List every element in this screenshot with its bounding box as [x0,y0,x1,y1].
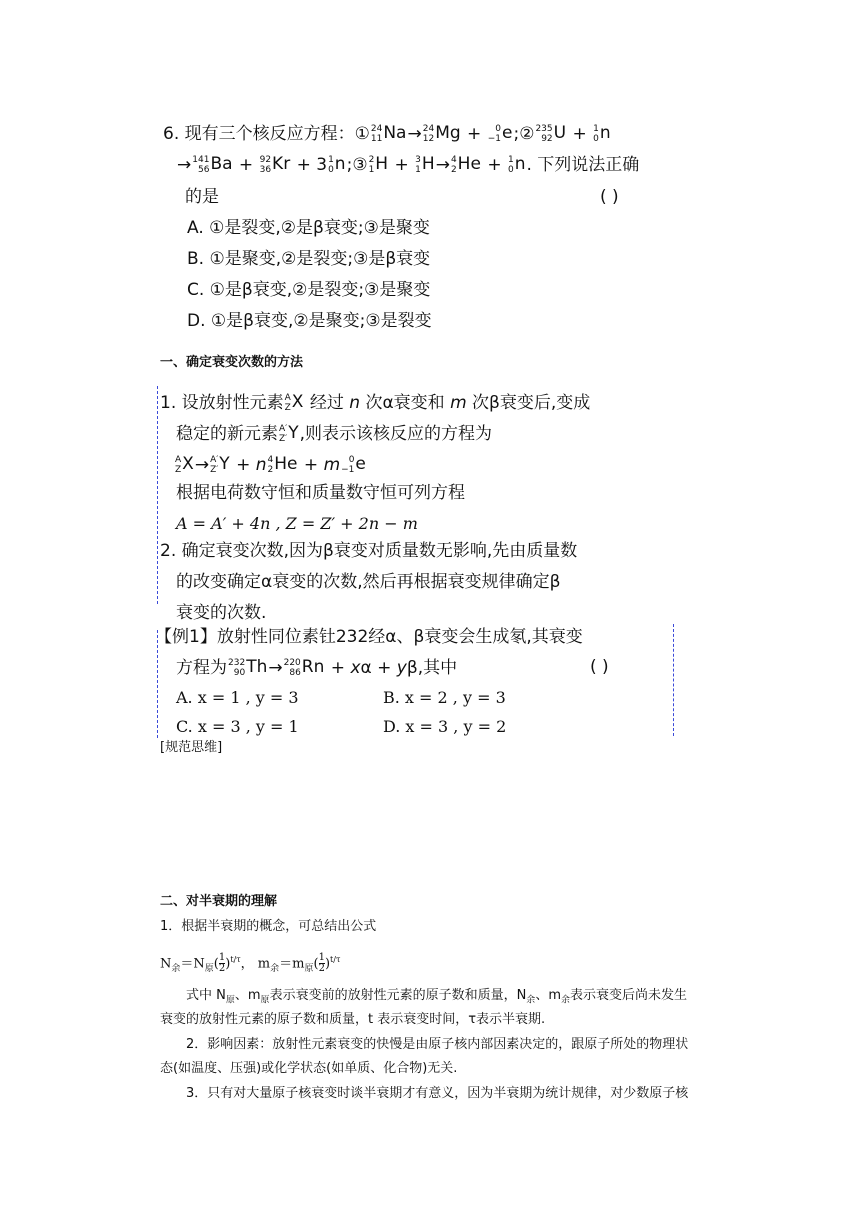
sub-rem-m: 余 [560,995,570,1006]
norm-thinking-label: [规范思维] [160,740,223,755]
example-1-line2: 方程为 232 90 Th→ 220 86 Rn + xα + yβ,其中 [176,652,457,684]
section-2-heading: 二、对半衰期的理解 [160,894,278,909]
sec1-p1-line1: 1. 设放射性元素 A Z X 经过 n 次α衰变和 m 次β衰变后,变成 [160,387,590,419]
sec2-p3-line2: 态(如温度、压强)或化学状态(如单质、化合物)无关. [160,1061,458,1076]
q6-line3: 的是 [185,187,219,207]
example-1-line1 [155,622,583,653]
sec2-p2-line2: 衰变的放射性元素的原子数和质量，t 表示衰变时间，τ表示半衰期. [160,1012,546,1027]
sec1-equation-1: A Z X→ A′ Z′ Y + n 4 2 He + m 0 −1 e [175,454,366,475]
sub-remaining-2: 余 [270,963,280,974]
example-1-option-a: A. x = 1 , y = 3 [176,688,299,707]
frac-denominator: 2 [218,963,226,975]
example-1-text-b: ,其中 [417,657,458,678]
sec1-p1-text-a: 1. 设放射性元素 [160,392,284,413]
q6-answer-paren: ( ) [600,187,619,207]
q6-line1: 6. 现有三个核反应方程：① 24 11 Na→ 24 12 Mg + 0 −1 e;② 235 92 U + 1 0 n [163,118,612,150]
sec2-p1: 1．根据半衰期的概念，可总结出公式 [160,919,377,934]
frac-numerator-2: 1 [318,952,325,964]
example-1-option-d: D. x = 3 , y = 2 [383,717,507,736]
nuclide-he4: 4 2 He [450,154,481,175]
sec1-equation-2: A = A′ + 4n , Z = Z′ + 2n − m [176,514,418,533]
nuclide-mg24: 24 12 Mg [422,123,461,144]
half-life-formula: $N_余=N_原$( $\frac{1}{2}$ )$^{t/\tau}$， $m_余=m_原$( $\frac{1}{2}$ )$^{t/\tau}$ [160,952,341,975]
fraction-half-2 [319,953,325,974]
sec2-p2-a: 式中 N [186,988,226,1003]
example-1-text-a: 方程为 [176,657,227,678]
sub-orig-n: 原 [225,995,235,1006]
nuclide-x: A Z X [284,392,304,413]
nuclide-electron: 0 −1 e [487,123,513,144]
left-dashed-border [157,386,158,604]
sec1-p1-text-d: 次β衰变后,变成 [472,392,591,413]
q6-option-b: B. ①是聚变,②是裂变;③是β衰变 [187,249,431,269]
example-1-option-b: B. x = 2 , y = 3 [383,688,506,707]
sec2-p2-c: 表示衰变前的放射性元素的原子数和质量，N [269,988,527,1003]
example-1-label: 【例1】 [155,627,217,647]
q6-option-d: D. ①是β衰变,②是聚变;③是裂变 [187,311,432,331]
q6-number: 6. [163,123,180,144]
sec1-p1-text-e: 稳定的新元素 [176,423,278,444]
q6-line2-end: . 下列说法正确 [526,154,640,175]
fraction-half [219,953,225,974]
exponent-2: t/τ [330,955,341,964]
nuclide-h2: 2 1 H [368,154,389,175]
q6-option-c: C. ①是β衰变,②是裂变;③是聚变 [187,280,431,300]
sec1-p1-text-c: 次α衰变和 [365,392,445,413]
sec1-p2-line3: 衰变的次数. [176,603,267,623]
exponent: t/τ [230,955,241,964]
right-dashed-border [673,624,674,736]
sub-original-2: 原 [304,963,314,974]
nuclide-h3: 3 1 H [415,154,435,175]
sec1-p1-line2 [176,418,492,450]
sec2-p2-e: 表示衰变后尚未发生 [570,988,688,1003]
q6-intro: 现有三个核反应方程： [184,123,355,144]
nuclide-neutron-2: 1 0 n [328,154,346,175]
q6-circle-1: ① [354,123,370,144]
nuclide-y: A′ Z′ Y [279,423,299,444]
nuclide-rn220: 220 86 Rn [283,657,325,678]
frac-denominator-2: 2 [318,963,325,975]
nuclide-na24: 24 11 Na [370,123,407,144]
nuclide-ba141: 141 56 Ba [192,154,233,175]
sec1-p1-text-f: ,则表示该核反应的方程为 [299,423,493,444]
example-1-paren: ( ) [590,657,609,677]
nuclide-kr92: 92 36 Kr [259,154,291,175]
sec2-p3-line1: 2．影响因素：放射性元素衰变的快慢是由原子核内部因素决定的，跟原子所处的物理状 [186,1037,689,1052]
sec2-p2-b: 、m [234,988,261,1003]
q6-circle-2: ② [519,123,535,144]
q6-option-a: A. ①是裂变,②是β衰变;③是聚变 [187,218,430,238]
sec1-p2-line2: 的改变确定α衰变的次数,然后再根据衰变规律确定β [176,572,561,592]
sub-remaining: 余 [171,963,181,974]
example-1-option-c: C. x = 3 , y = 1 [176,717,299,736]
nuclide-th232: 232 90 Th [228,657,268,678]
sec1-p1-text-b: 经过 [309,392,344,413]
sec1-p2-line1: 2. 确定衰变次数,因为β衰变对质量数无影响,先由质量数 [160,541,578,561]
nuclide-neutron-3: 1 0 n [507,154,526,175]
nuclide-neutron: 1 0 n [593,123,611,144]
sec1-p1-line3: 根据电荷数守恒和质量数守恒可列方程 [176,483,465,503]
sub-original: 原 [204,963,214,974]
sec2-p4: 3．只有对大量原子核衰变时谈半衰期才有意义，因为半衰期为统计规律，对少数原子核 [186,1086,689,1101]
sub-rem-n: 余 [526,995,536,1006]
sec2-p2-d: 、m [535,988,561,1003]
q6-circle-3: ③ [352,154,368,175]
q6-line2: → 141 56 Ba + 92 36 Kr + 3 1 0 n;③ 2 1 H + 3 1 H→ 4 2 He + 1 0 n. 下列说法正确 [177,149,639,181]
nuclide-u235: 235 92 U [535,123,567,144]
section-1-heading: 一、确定衰变次数的方法 [160,355,304,370]
sub-orig-m: 原 [260,995,270,1006]
example-1-text: 放射性同位素钍232经α、β衰变会生成氡,其衰变 [216,627,583,647]
frac-numerator: 1 [218,952,226,964]
